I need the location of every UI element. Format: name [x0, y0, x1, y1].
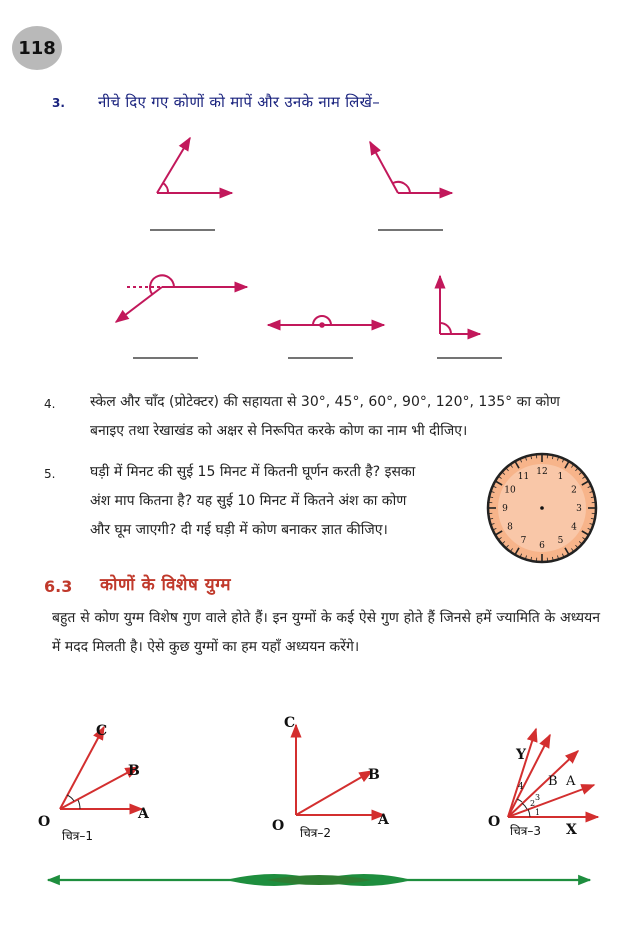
clock-number: 8 [507, 522, 513, 533]
clock-number: 6 [539, 541, 545, 551]
angle-diagram-4 [268, 316, 384, 327]
question-5-text [90, 458, 485, 545]
question-5-line-1: घड़ी में मिनट की सुई 15 मिनट में कितनी घूर्णन करती है? इसका [90, 464, 416, 480]
angle-diagram-1 [157, 138, 232, 193]
figure-1-caption: चित्र–1 [62, 829, 93, 843]
angle-diagram-3 [116, 275, 247, 322]
question-5-line-2: अंश माप कितना है? यह सुई 10 मिनट में कितने अंश का कोण [90, 493, 407, 509]
figure-3-label-y: Y [516, 747, 526, 763]
question-4-line-1: स्केल और चाँद (प्रोटेक्टर) की सहायता से 30°, 45°, 60°, 90°, 120°, 135° का कोण [90, 394, 560, 410]
angle-diagram-5 [440, 276, 480, 334]
question-4-text [90, 388, 610, 446]
clock-diagram [484, 450, 600, 566]
figure-2-caption: चित्र–2 [300, 826, 331, 840]
page-number: 118 [12, 26, 62, 70]
figure-3-label-o: O [488, 814, 501, 830]
clock-number: 10 [504, 485, 516, 496]
clock-number: 12 [536, 467, 548, 477]
answer-blanks [133, 230, 502, 358]
clock-number: 3 [576, 504, 582, 514]
figure-2-label-o: O [272, 818, 285, 834]
question-5-line-3: और घूम जाएगी? दी गई घड़ी में कोण बनाकर ज्ञात कीजिए। [90, 522, 388, 538]
question-5-number: 5. [44, 467, 56, 481]
question-4-number: 4. [44, 397, 56, 411]
section-number: 6.3 [44, 577, 73, 596]
figure-3-caption: चित्र–3 [510, 824, 541, 838]
figure-2-label-c: C [284, 715, 296, 731]
clock-number: 2 [571, 485, 577, 496]
figure-2-label-a: A [378, 812, 389, 828]
figure-3 [508, 729, 598, 817]
clock-center [540, 506, 544, 510]
figure-3-label-b: B [548, 774, 558, 789]
figure-3-label-a: A [566, 774, 576, 789]
figure-3-angle-1: 1 [535, 808, 541, 817]
angle-pair-figures [0, 705, 626, 850]
clock-number: 9 [502, 504, 508, 514]
figure-1-label-c: C [96, 723, 108, 739]
question-3-number: 3. [52, 96, 65, 110]
figure-1-label-o: O [38, 814, 51, 830]
figure-1-label-b: B [128, 763, 140, 779]
section-title: कोणों के विशेष युग्म [100, 575, 232, 595]
question-4-line-2: बनाइए तथा रेखाखंड को अक्षर से निरूपित करके कोण का नाम भी दीजिए। [90, 423, 468, 439]
decorative-divider [36, 866, 602, 894]
clock-number: 5 [557, 536, 564, 547]
clock-number: 7 [520, 536, 527, 547]
figure-3-angle-3: 3 [535, 793, 541, 802]
angle-diagram-2 [370, 142, 452, 193]
clock-number: 11 [517, 471, 530, 482]
section-paragraph: बहुत से कोण युग्म विशेष गुण वाले होते हैं। इन युग्मों के कई ऐसे गुण होते हैं जिनसे हमें ज्यामिति के अध्ययन में मदद मिलती है। ऐसे कुछ युग्मों का हम यहाँ अध्ययन करेंगे। [52, 610, 600, 655]
clock-number: 1 [557, 471, 564, 482]
figure-3-angle-4: 4 [518, 782, 524, 792]
question-3-text: नीचे दिए गए कोणों को मापें और उनके नाम लिखें– [98, 93, 380, 111]
q3-angle-diagrams [0, 120, 626, 370]
figure-2-label-b: B [368, 767, 380, 783]
figure-3-angle-2: 2 [530, 799, 536, 808]
clock-number: 4 [571, 522, 577, 533]
figure-1-label-a: A [138, 806, 149, 822]
figure-3-label-x: X [566, 822, 577, 838]
